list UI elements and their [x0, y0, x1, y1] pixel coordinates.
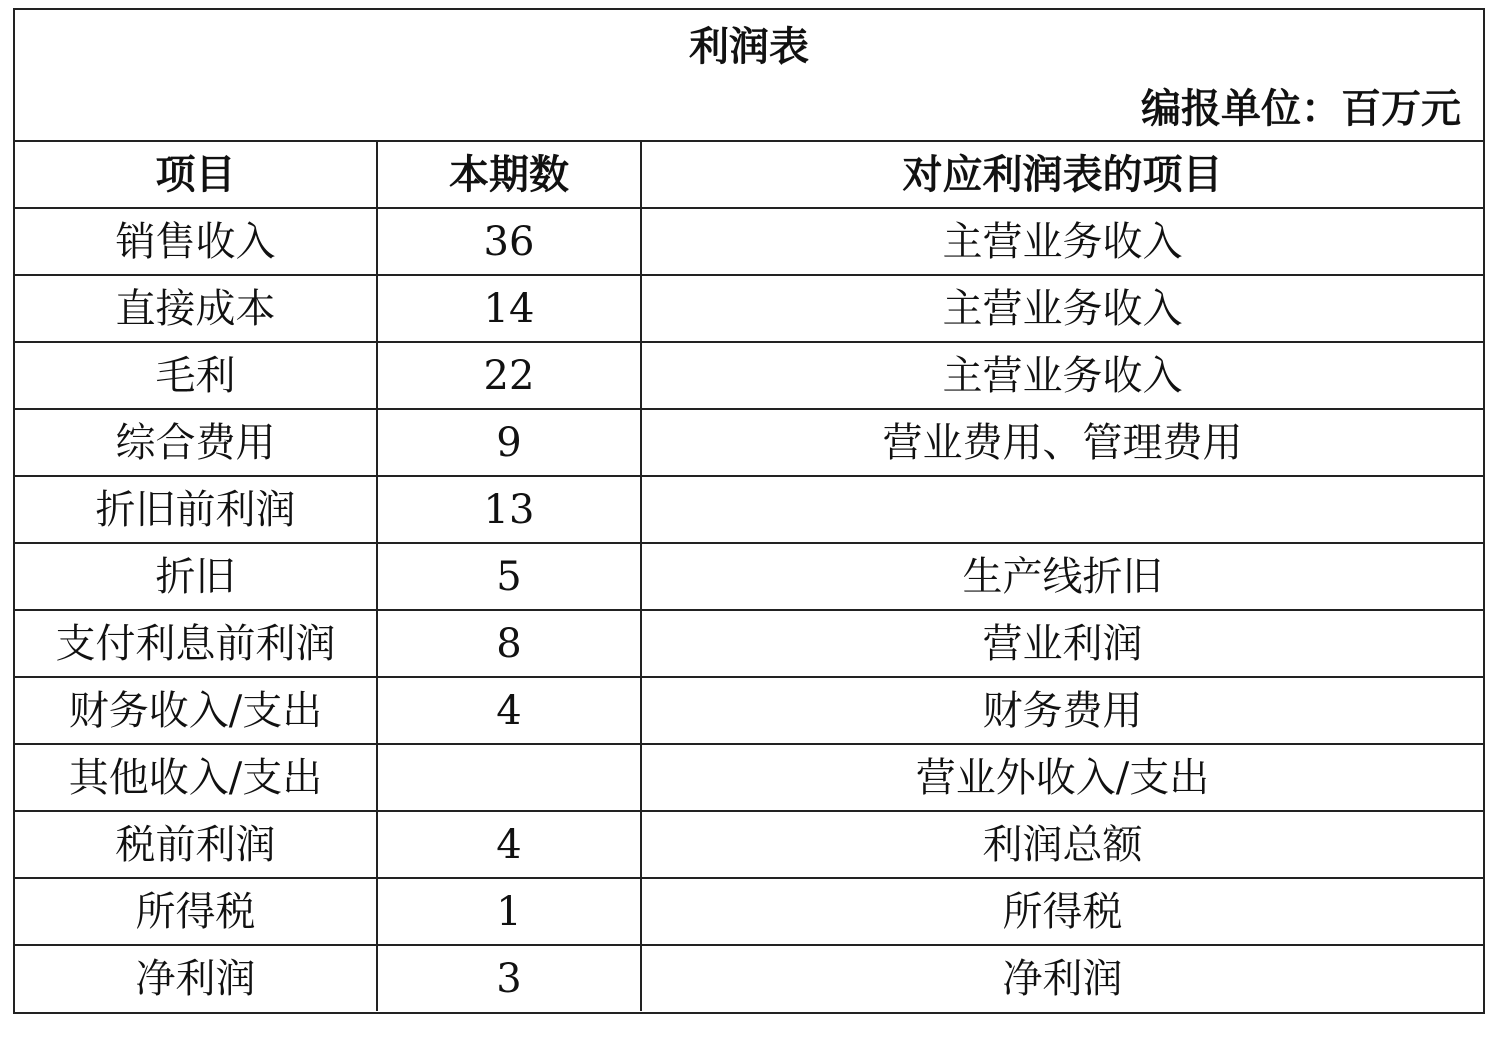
mapped-item-cell: 营业利润 [641, 610, 1483, 677]
mapped-item-cell: 营业外收入/支出 [641, 744, 1483, 811]
table-header-row [15, 142, 1483, 208]
table-row [15, 610, 1483, 677]
amount-cell: 9 [377, 409, 641, 476]
item-cell: 综合费用 [15, 409, 377, 476]
statement-title: 利润表 [689, 24, 809, 70]
item-cell: 折旧 [15, 543, 377, 610]
amount-cell: 3 [377, 945, 641, 1011]
amount-cell: 36 [377, 208, 641, 275]
amount-cell: 8 [377, 610, 641, 677]
item-cell: 财务收入/支出 [15, 677, 377, 744]
income-statement-sheet [13, 8, 1485, 1014]
amount-cell: 22 [377, 342, 641, 409]
mapped-item-cell: 生产线折旧 [641, 543, 1483, 610]
item-cell: 支付利息前利润 [15, 610, 377, 677]
table-row [15, 409, 1483, 476]
column-header-item: 项目 [15, 142, 377, 208]
table-row [15, 476, 1483, 543]
table-row [15, 878, 1483, 945]
reporting-unit-label: 编报单位：百万元 [1141, 86, 1461, 132]
table-row [15, 342, 1483, 409]
column-header-mapped-item: 对应利润表的项目 [641, 142, 1483, 208]
table-row [15, 744, 1483, 811]
column-header-amount: 本期数 [377, 142, 641, 208]
item-cell: 净利润 [15, 945, 377, 1011]
statement-header [15, 10, 1483, 142]
table-row [15, 275, 1483, 342]
table-row [15, 677, 1483, 744]
mapped-item-cell: 营业费用、管理费用 [641, 409, 1483, 476]
item-cell: 毛利 [15, 342, 377, 409]
amount-cell: 13 [377, 476, 641, 543]
mapped-item-cell: 净利润 [641, 945, 1483, 1011]
mapped-item-cell: 主营业务收入 [641, 342, 1483, 409]
amount-cell: 14 [377, 275, 641, 342]
mapped-item-cell: 主营业务收入 [641, 208, 1483, 275]
item-cell: 其他收入/支出 [15, 744, 377, 811]
mapped-item-cell: 所得税 [641, 878, 1483, 945]
table-row [15, 811, 1483, 878]
mapped-item-cell: 主营业务收入 [641, 275, 1483, 342]
amount-cell: 4 [377, 811, 641, 878]
mapped-item-cell [641, 476, 1483, 543]
mapped-item-cell: 财务费用 [641, 677, 1483, 744]
income-statement-table [15, 142, 1483, 1011]
item-cell: 所得税 [15, 878, 377, 945]
table-row [15, 208, 1483, 275]
amount-cell: 4 [377, 677, 641, 744]
amount-cell: 1 [377, 878, 641, 945]
mapped-item-cell: 利润总额 [641, 811, 1483, 878]
table-row [15, 543, 1483, 610]
amount-cell [377, 744, 641, 811]
item-cell: 销售收入 [15, 208, 377, 275]
amount-cell: 5 [377, 543, 641, 610]
table-row [15, 945, 1483, 1011]
item-cell: 税前利润 [15, 811, 377, 878]
item-cell: 折旧前利润 [15, 476, 377, 543]
item-cell: 直接成本 [15, 275, 377, 342]
